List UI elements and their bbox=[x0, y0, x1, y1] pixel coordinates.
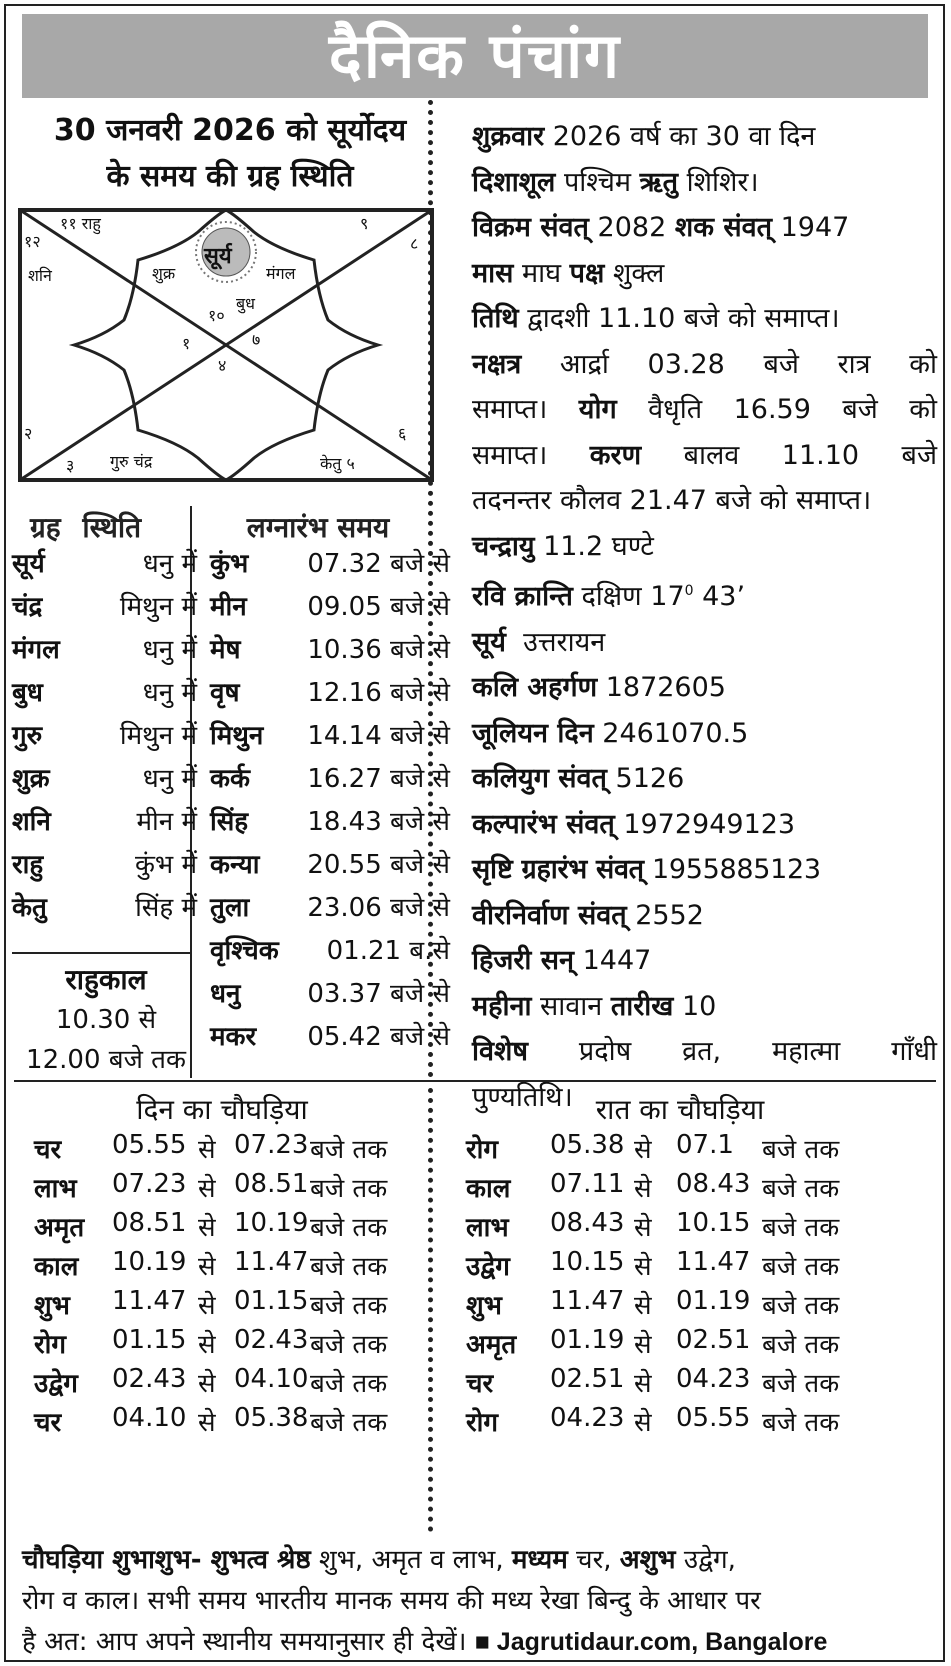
chaughadiya-name: चर bbox=[34, 1135, 62, 1165]
day-chaughadiya-heading: दिन का चौघड़िया bbox=[136, 1093, 308, 1126]
chaughadiya-end: 04.10 bbox=[234, 1364, 309, 1394]
chaughadiya-start: 10.15 bbox=[550, 1247, 625, 1277]
lagna-time: 10.36 बजे से bbox=[307, 635, 450, 665]
detail-karan: समाप्त। करण बालव 11.10 बजे bbox=[472, 439, 937, 471]
graha-row bbox=[12, 759, 197, 805]
lagna-time: 01.21 ब.से bbox=[326, 936, 450, 966]
detail-yog: समाप्त। योग वैधृति 16.59 बजे को bbox=[472, 394, 937, 425]
lagna-rashi: कुंभ bbox=[210, 549, 249, 579]
chaughadiya-start: 05.38 bbox=[550, 1130, 625, 1160]
chaughadiya-end: 05.55 bbox=[676, 1403, 751, 1433]
lagna-time: 09.05 बजे से bbox=[307, 592, 450, 622]
lagna-rashi: वृश्चिक bbox=[210, 936, 279, 966]
detail-srishti-samvat: सृष्टि ग्रहारंभ संवत् 1955885123 bbox=[472, 854, 821, 885]
kundli-guru-chandra: गुरु चंद्र bbox=[110, 452, 153, 471]
kundli-mangal: मंगल bbox=[266, 264, 296, 283]
chaughadiya-name: लाभ bbox=[466, 1213, 509, 1243]
graha-name: मंगल bbox=[12, 635, 60, 665]
lagna-header: लग्नारंभ समय bbox=[246, 511, 390, 544]
chaughadiya-start: 07.23 bbox=[112, 1169, 187, 1199]
lagna-rashi: कन्या bbox=[210, 850, 260, 880]
chaughadiya-bajetak: बजे तक bbox=[762, 1330, 840, 1360]
kundli-ketu-5: केतु ५ bbox=[320, 454, 355, 473]
graha-row bbox=[12, 802, 197, 848]
detail-chandrayu: चन्द्रायु 11.2 घण्टे bbox=[472, 530, 654, 562]
chaughadiya-name: लाभ bbox=[34, 1174, 77, 1204]
chaughadiya-name: उद्वेग bbox=[34, 1369, 78, 1399]
page-title: दैनिक पंचांग bbox=[22, 14, 928, 98]
chaughadiya-name: चर bbox=[466, 1369, 494, 1399]
chaughadiya-end: 11.47 bbox=[676, 1247, 751, 1277]
lagna-row bbox=[210, 802, 450, 848]
graha-row bbox=[12, 630, 197, 676]
night-chaughadiya-row bbox=[466, 1286, 886, 1326]
detail-julian-day: जूलियन दिन 2461070.5 bbox=[472, 717, 749, 749]
lagna-row bbox=[210, 974, 450, 1020]
kundli-house-2: २ bbox=[24, 424, 33, 443]
night-chaughadiya-row bbox=[466, 1208, 886, 1248]
graha-row bbox=[12, 673, 197, 719]
chaughadiya-bajetak: बजे तक bbox=[762, 1252, 840, 1282]
graha-name: गुरु bbox=[12, 721, 43, 751]
chaughadiya-se: से bbox=[198, 1252, 216, 1282]
chaughadiya-start: 04.10 bbox=[112, 1403, 187, 1433]
graha-rashi: धनु में bbox=[142, 764, 197, 794]
rahukaal-heading: राहुकाल bbox=[65, 963, 147, 996]
graha-name: केतु bbox=[12, 893, 47, 923]
graha-sthiti-heading bbox=[22, 108, 438, 200]
footer-line-1: चौघड़िया शुभाशुभ- शुभत्व श्रेष्ठ शुभ, अमृत व लाभ, मध्यम चर, अशुभ उद्वेग, bbox=[22, 1545, 736, 1575]
night-chaughadiya-row bbox=[466, 1325, 886, 1365]
detail-dishashool: दिशाशूल पश्चिम ऋतु शिशिर। bbox=[472, 166, 759, 198]
detail-kali-ahargan: कलि अहर्गण 1872605 bbox=[472, 672, 726, 703]
lagna-time: 07.32 बजे से bbox=[307, 549, 450, 579]
chaughadiya-name: शुभ bbox=[466, 1291, 502, 1321]
detail-surya-ayan: सूर्य उत्तरायन bbox=[472, 626, 606, 658]
graha-rashi: धनु में bbox=[142, 549, 197, 579]
graha-name: शुक्र bbox=[12, 764, 50, 794]
chaughadiya-se: से bbox=[634, 1135, 652, 1165]
detail-vishesh: विशेष प्रदोष व्रत, महात्मा गाँधी bbox=[472, 1036, 937, 1067]
detail-weekday: शुक्रवार 2026 वर्ष का 30 वा दिन bbox=[472, 121, 816, 152]
chaughadiya-name: रोग bbox=[466, 1408, 499, 1438]
chaughadiya-bajetak: बजे तक bbox=[310, 1369, 388, 1399]
chaughadiya-se: से bbox=[198, 1174, 216, 1204]
graha-heading-line-2: के समय की ग्रह स्थिति bbox=[106, 159, 354, 194]
lagna-rashi: धनु bbox=[210, 979, 241, 1009]
chaughadiya-end: 07.1 bbox=[676, 1130, 734, 1160]
chaughadiya-start: 08.43 bbox=[550, 1208, 625, 1238]
chaughadiya-bajetak: बजे तक bbox=[762, 1135, 840, 1165]
lagna-time: 12.16 बजे से bbox=[307, 678, 450, 708]
day-chaughadiya-row bbox=[34, 1247, 454, 1287]
chaughadiya-name: रोग bbox=[466, 1135, 499, 1165]
kundli-house-7: ७ bbox=[252, 330, 261, 349]
kundli-shukra: शुक्र bbox=[152, 264, 176, 283]
chaughadiya-end: 10.15 bbox=[676, 1208, 751, 1238]
rahukaal-start: 10.30 से bbox=[55, 1005, 157, 1035]
chaughadiya-se: से bbox=[198, 1408, 216, 1438]
lagna-time: 14.14 बजे से bbox=[307, 721, 450, 751]
chaughadiya-se: से bbox=[634, 1291, 652, 1321]
day-chaughadiya-row bbox=[34, 1403, 454, 1443]
night-chaughadiya-row bbox=[466, 1247, 886, 1287]
detail-karan-cont: तदनन्तर कौलव 21.47 बजे को समाप्त। bbox=[472, 485, 872, 516]
graha-name: शनि bbox=[12, 807, 51, 837]
footer-note bbox=[22, 1540, 930, 1663]
lagna-row bbox=[210, 888, 450, 934]
chaughadiya-se: से bbox=[198, 1369, 216, 1399]
graha-row bbox=[12, 845, 197, 891]
lagna-rashi: तुला bbox=[210, 893, 250, 923]
lagna-rashi: मेष bbox=[210, 635, 241, 665]
detail-tithi: तिथि द्वादशी 11.10 बजे को समाप्त। bbox=[472, 303, 840, 334]
chaughadiya-start: 08.51 bbox=[112, 1208, 187, 1238]
lagna-time: 05.42 बजे से bbox=[307, 1022, 450, 1052]
chaughadiya-end: 04.23 bbox=[676, 1364, 751, 1394]
chaughadiya-bajetak: बजे तक bbox=[310, 1291, 388, 1321]
chaughadiya-bajetak: बजे तक bbox=[310, 1252, 388, 1282]
night-chaughadiya-row bbox=[466, 1169, 886, 1209]
day-chaughadiya-row bbox=[34, 1286, 454, 1326]
chaughadiya-se: से bbox=[634, 1213, 652, 1243]
kundli-house-11-rahu: ११ राहु bbox=[60, 214, 101, 233]
graha-name: बुध bbox=[12, 678, 43, 708]
kundli-house-12-shani: शनि bbox=[28, 266, 52, 285]
chaughadiya-start: 10.19 bbox=[112, 1247, 187, 1277]
chaughadiya-start: 02.51 bbox=[550, 1364, 625, 1394]
rahukaal-divider bbox=[12, 952, 190, 954]
chaughadiya-name: उद्वेग bbox=[466, 1252, 510, 1282]
detail-kalparambh-samvat: कल्पारंभ संवत् 1972949123 bbox=[472, 808, 796, 840]
kundli-house-3: ३ bbox=[66, 456, 75, 475]
graha-rashi: सिंह में bbox=[135, 893, 197, 923]
kundli-surya: सूर्य bbox=[204, 244, 232, 269]
chaughadiya-name: शुभ bbox=[34, 1291, 70, 1321]
day-chaughadiya-row bbox=[34, 1364, 454, 1404]
chaughadiya-bajetak: बजे तक bbox=[762, 1174, 840, 1204]
detail-hijri: हिजरी सन् 1447 bbox=[472, 945, 652, 976]
footer-line-3: है अत: आप अपने स्थानीय समयानुसार ही देखें। ■ Jagrutidaur.com, Bangalore bbox=[22, 1627, 828, 1657]
lagna-row bbox=[210, 630, 450, 676]
day-chaughadiya-row bbox=[34, 1208, 454, 1248]
detail-veernirvan-samvat: वीरनिर्वाण संवत् 2552 bbox=[472, 899, 704, 931]
chaughadiya-bajetak: बजे तक bbox=[762, 1291, 840, 1321]
night-chaughadiya-heading: रात का चौघड़िया bbox=[595, 1093, 765, 1126]
graha-list-header bbox=[12, 508, 190, 546]
chaughadiya-se: से bbox=[198, 1135, 216, 1165]
detail-maas: मास माघ पक्ष शुक्ल bbox=[472, 257, 665, 289]
lagna-row bbox=[210, 845, 450, 891]
graha-row bbox=[12, 888, 197, 934]
chaughadiya-se: से bbox=[634, 1174, 652, 1204]
day-chaughadiya-row bbox=[34, 1130, 454, 1170]
graha-row bbox=[12, 544, 197, 590]
graha-name: चंद्र bbox=[12, 592, 43, 622]
detail-ravi-kranti: रवि क्रान्ति दक्षिण $17^0$ 43’ bbox=[472, 581, 746, 612]
chaughadiya-se: से bbox=[198, 1213, 216, 1243]
kundli-budh: बुध bbox=[236, 294, 255, 313]
lagna-rashi: मीन bbox=[210, 592, 247, 622]
chaughadiya-bajetak: बजे तक bbox=[762, 1213, 840, 1243]
night-chaughadiya-row bbox=[466, 1364, 886, 1404]
chaughadiya-end: 11.47 bbox=[234, 1247, 309, 1277]
graha-header-position: स्थिति bbox=[82, 511, 142, 544]
kundli-lines bbox=[18, 208, 458, 504]
lagna-time: 20.55 बजे से bbox=[307, 850, 450, 880]
chaughadiya-end: 01.15 bbox=[234, 1286, 309, 1316]
chaughadiya-end: 08.43 bbox=[676, 1169, 751, 1199]
lagna-rashi: मिथुन bbox=[210, 721, 264, 751]
lagna-rashi: वृष bbox=[210, 678, 240, 708]
day-chaughadiya-row bbox=[34, 1169, 454, 1209]
chaughadiya-name: काल bbox=[466, 1174, 511, 1204]
detail-vishesh-cont: पुण्यतिथि। bbox=[472, 1081, 573, 1113]
lagna-row bbox=[210, 716, 450, 762]
chaughadiya-start: 05.55 bbox=[112, 1130, 187, 1160]
chaughadiya-start: 11.47 bbox=[550, 1286, 625, 1316]
kundli-house-4: ४ bbox=[218, 356, 227, 375]
graha-name: सूर्य bbox=[12, 549, 45, 579]
detail-mahina: महीना सावान तारीख 10 bbox=[472, 990, 717, 1022]
lagna-row bbox=[210, 1017, 450, 1063]
graha-rashi: धनु में bbox=[142, 678, 197, 708]
rahukaal-block bbox=[12, 960, 200, 1080]
chaughadiya-name: अमृत bbox=[466, 1330, 517, 1360]
chaughadiya-bajetak: बजे तक bbox=[310, 1174, 388, 1204]
lagna-rashi: कर्क bbox=[210, 764, 250, 794]
chaughadiya-start: 01.19 bbox=[550, 1325, 625, 1355]
chaughadiya-se: से bbox=[634, 1369, 652, 1399]
chaughadiya-start: 02.43 bbox=[112, 1364, 187, 1394]
chaughadiya-start: 01.15 bbox=[112, 1325, 187, 1355]
kundli-chart bbox=[18, 208, 458, 504]
chaughadiya-name: काल bbox=[34, 1252, 79, 1282]
lagna-time: 23.06 बजे से bbox=[307, 893, 450, 923]
lagna-row bbox=[210, 544, 450, 590]
chaughadiya-end: 08.51 bbox=[234, 1169, 309, 1199]
graha-rashi: धनु में bbox=[142, 635, 197, 665]
chaughadiya-se: से bbox=[634, 1408, 652, 1438]
lagna-row bbox=[210, 931, 450, 977]
chaughadiya-end: 05.38 bbox=[234, 1403, 309, 1433]
graha-rashi: मिथुन में bbox=[119, 592, 197, 622]
lagna-time: 03.37 बजे से bbox=[307, 979, 450, 1009]
chaughadiya-end: 02.43 bbox=[234, 1325, 309, 1355]
chaughadiya-bajetak: बजे तक bbox=[762, 1408, 840, 1438]
chaughadiya-bajetak: बजे तक bbox=[310, 1330, 388, 1360]
detail-samvat: विक्रम संवत् 2082 शक संवत् 1947 bbox=[472, 212, 850, 243]
lagna-time: 18.43 बजे से bbox=[307, 807, 450, 837]
night-chaughadiya-row bbox=[466, 1130, 886, 1170]
kundli-house-8: ८ bbox=[410, 234, 419, 253]
chaughadiya-end: 10.19 bbox=[234, 1208, 309, 1238]
graha-row bbox=[12, 716, 197, 762]
graha-row bbox=[12, 587, 197, 633]
kundli-house-6: ६ bbox=[398, 424, 407, 443]
graha-rashi: मीन में bbox=[136, 807, 197, 837]
chaughadiya-bajetak: बजे तक bbox=[310, 1213, 388, 1243]
footer-line-2: रोग व काल। सभी समय भारतीय मानक समय की मध्य रेखा बिन्दु के आधार पर bbox=[22, 1586, 761, 1616]
lagna-rashi: सिंह bbox=[210, 807, 249, 837]
lagna-row bbox=[210, 673, 450, 719]
chaughadiya-end: 01.19 bbox=[676, 1286, 751, 1316]
graha-heading-line-1: 30 जनवरी 2026 को सूर्योदय bbox=[53, 113, 407, 148]
chaughadiya-start: 07.11 bbox=[550, 1169, 625, 1199]
chaughadiya-se: से bbox=[198, 1291, 216, 1321]
chaughadiya-end: 07.23 bbox=[234, 1130, 309, 1160]
chaughadiya-start: 11.47 bbox=[112, 1286, 187, 1316]
panchang-details bbox=[472, 114, 937, 1120]
chaughadiya-se: से bbox=[634, 1330, 652, 1360]
rahukaal-end: 12.00 बजे तक bbox=[26, 1045, 186, 1075]
chaughadiya-name: अमृत bbox=[34, 1213, 85, 1243]
graha-header-planet: ग्रह bbox=[30, 511, 61, 544]
chaughadiya-bajetak: बजे तक bbox=[310, 1135, 388, 1165]
brand-credit: ■ Jagrutidaur.com, Bangalore bbox=[474, 1628, 828, 1656]
lagna-time: 16.27 बजे से bbox=[307, 764, 450, 794]
chaughadiya-bajetak: बजे तक bbox=[310, 1408, 388, 1438]
detail-kaliyug-samvat: कलियुग संवत् 5126 bbox=[472, 763, 685, 794]
lagna-row bbox=[210, 587, 450, 633]
graha-rashi: कुंभ में bbox=[134, 850, 197, 880]
lagna-row bbox=[210, 759, 450, 805]
chaughadiya-se: से bbox=[634, 1252, 652, 1282]
detail-nakshatra: नक्षत्र आर्द्रा 03.28 बजे रात्र को bbox=[472, 348, 937, 380]
chaughadiya-name: रोग bbox=[34, 1330, 67, 1360]
graha-name: राहु bbox=[12, 850, 44, 880]
day-chaughadiya-row bbox=[34, 1325, 454, 1365]
kundli-house-12: १२ bbox=[24, 232, 41, 251]
chaughadiya-se: से bbox=[198, 1330, 216, 1360]
kundli-house-9: ९ bbox=[360, 214, 369, 233]
chaughadiya-bajetak: बजे तक bbox=[762, 1369, 840, 1399]
kundli-house-1: १ bbox=[182, 334, 191, 353]
chaughadiya-name: चर bbox=[34, 1408, 62, 1438]
chaughadiya-start: 04.23 bbox=[550, 1403, 625, 1433]
lagna-rashi: मकर bbox=[210, 1022, 257, 1052]
chaughadiya-end: 02.51 bbox=[676, 1325, 751, 1355]
kundli-house-10: १० bbox=[208, 306, 225, 325]
graha-rashi: मिथुन में bbox=[119, 721, 197, 751]
night-chaughadiya-row bbox=[466, 1403, 886, 1443]
